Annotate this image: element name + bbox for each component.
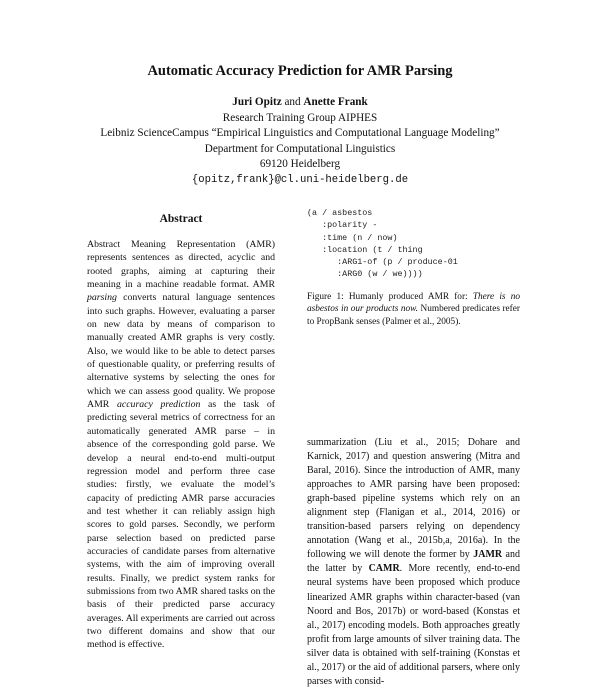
abstract-part-3: as the task of predicting several metrics of correctness for an automatically generated AMR parse – in absence of the corresponding gold parse. We develop a neural end-to-end multi-output regression model and perform three case studies: firstly, we evaluate the model’s capacity of predicting AMR parse accuracies and test whether it can reliably assign high scores to gold parses. Secondly, we perform parse selection based on predicted parse accuracies of candidate parses from alternative systems, with the aim of improving overall results. Finally, we predict system ranks for submissions from two AMR shared tasks on the basis of their predicted parse accuracy averages. All experiments are carried out across two different domains and show that our method is effective. xyxy=(87,399,275,651)
amr-line: :ARG0 (w / we)))) xyxy=(307,269,423,280)
abstract-text xyxy=(87,238,275,652)
affiliation-city: 69120 Heidelberg xyxy=(259,158,341,170)
amr-line: :ARG1-of (p / produce-01 xyxy=(307,257,458,268)
abstract-parsing-term: parsing xyxy=(87,292,117,304)
body-part-3: . More recently, end-to-end neural systems have been proposed which produce linearized AMR graphs within character-based (van Noord and Bos, 2017b) or word-based (Konstas et al., 2017) encoding models. Both approaches greatly profit from large amounts of silver training data. The silver data is obtained with self-training (Konstas et al., 2017) or the aid of additional parsers, where only parses with consid- xyxy=(307,563,520,687)
amr-line: (a / asbestos xyxy=(307,208,373,218)
author-line xyxy=(0,95,600,111)
author-opitz: Juri Opitz xyxy=(232,96,282,108)
caption-prefix: Figure 1: Humanly produced AMR for: xyxy=(307,291,473,302)
figure-1 xyxy=(307,207,520,328)
body-part-2: and the latter by xyxy=(307,549,520,575)
abstract-accuracy-prediction-term: accuracy prediction xyxy=(116,399,201,411)
abstract-column xyxy=(87,213,275,652)
affiliation-aiphes: Research Training Group AIPHES xyxy=(222,111,378,124)
caption-rest: Numbered predicates refer to PropBank senses (Palmer et al., 2005). xyxy=(307,304,520,327)
affiliation-department: Department for Computational Linguistics xyxy=(204,142,396,155)
paper-title: Automatic Accuracy Prediction for AMR Parsing xyxy=(147,63,453,79)
jamr-term: JAMR xyxy=(473,549,503,561)
intro-body-text xyxy=(307,436,520,689)
amr-line: :polarity - xyxy=(307,220,378,231)
amr-line: :location (t / thing xyxy=(307,244,423,255)
amr-code-block xyxy=(307,207,520,281)
abstract-heading: Abstract xyxy=(159,213,203,225)
abstract-part-1: Abstract Meaning Representation (AMR) represents sentences as directed, acyclic and rooted graphs, aiming at capturing their meaning in a machine readable format. AMR xyxy=(87,239,275,291)
author-conjunction: and xyxy=(281,96,304,108)
figure-1-caption xyxy=(307,291,520,328)
amr-line: :time (n / now) xyxy=(307,232,398,243)
body-part-1: summarization (Liu et al., 2015; Dohare and Karnick, 2017) and question answering (Mitra and Baral, 2016). Since the introduction of AMR, many approaches to AMR parsing have been proposed: graph-based pipeline systems which rely on an alignment step (Flanigan et al., 2014, 2016) or transition-based parsers relying on dependency annotation (Wang et al., 2015b,a, 2016a). In the following we will denote the former by xyxy=(307,437,520,561)
author-block xyxy=(0,95,600,188)
author-frank: Anette Frank xyxy=(303,96,368,108)
camr-term: CAMR xyxy=(368,563,400,575)
abstract-part-2: converts natural language sentences into such graphs. However, evaluating a parser on new data by means of comparison to manually created AMR graphs is very costly. Also, we would like to be able to detect parses of questionable quality, or preferring results of alternative systems by selecting the ones for which we can assess good quality. We propose AMR xyxy=(87,292,275,411)
affiliation-sciencecampus: Leibniz ScienceCampus “Empirical Linguistics and Computational Language Modeling” xyxy=(100,127,500,139)
author-email: {opitz,frank}@cl.uni-heidelberg.de xyxy=(191,173,409,186)
caption-example-sentence: There is no asbestos in our products now. xyxy=(307,291,520,315)
